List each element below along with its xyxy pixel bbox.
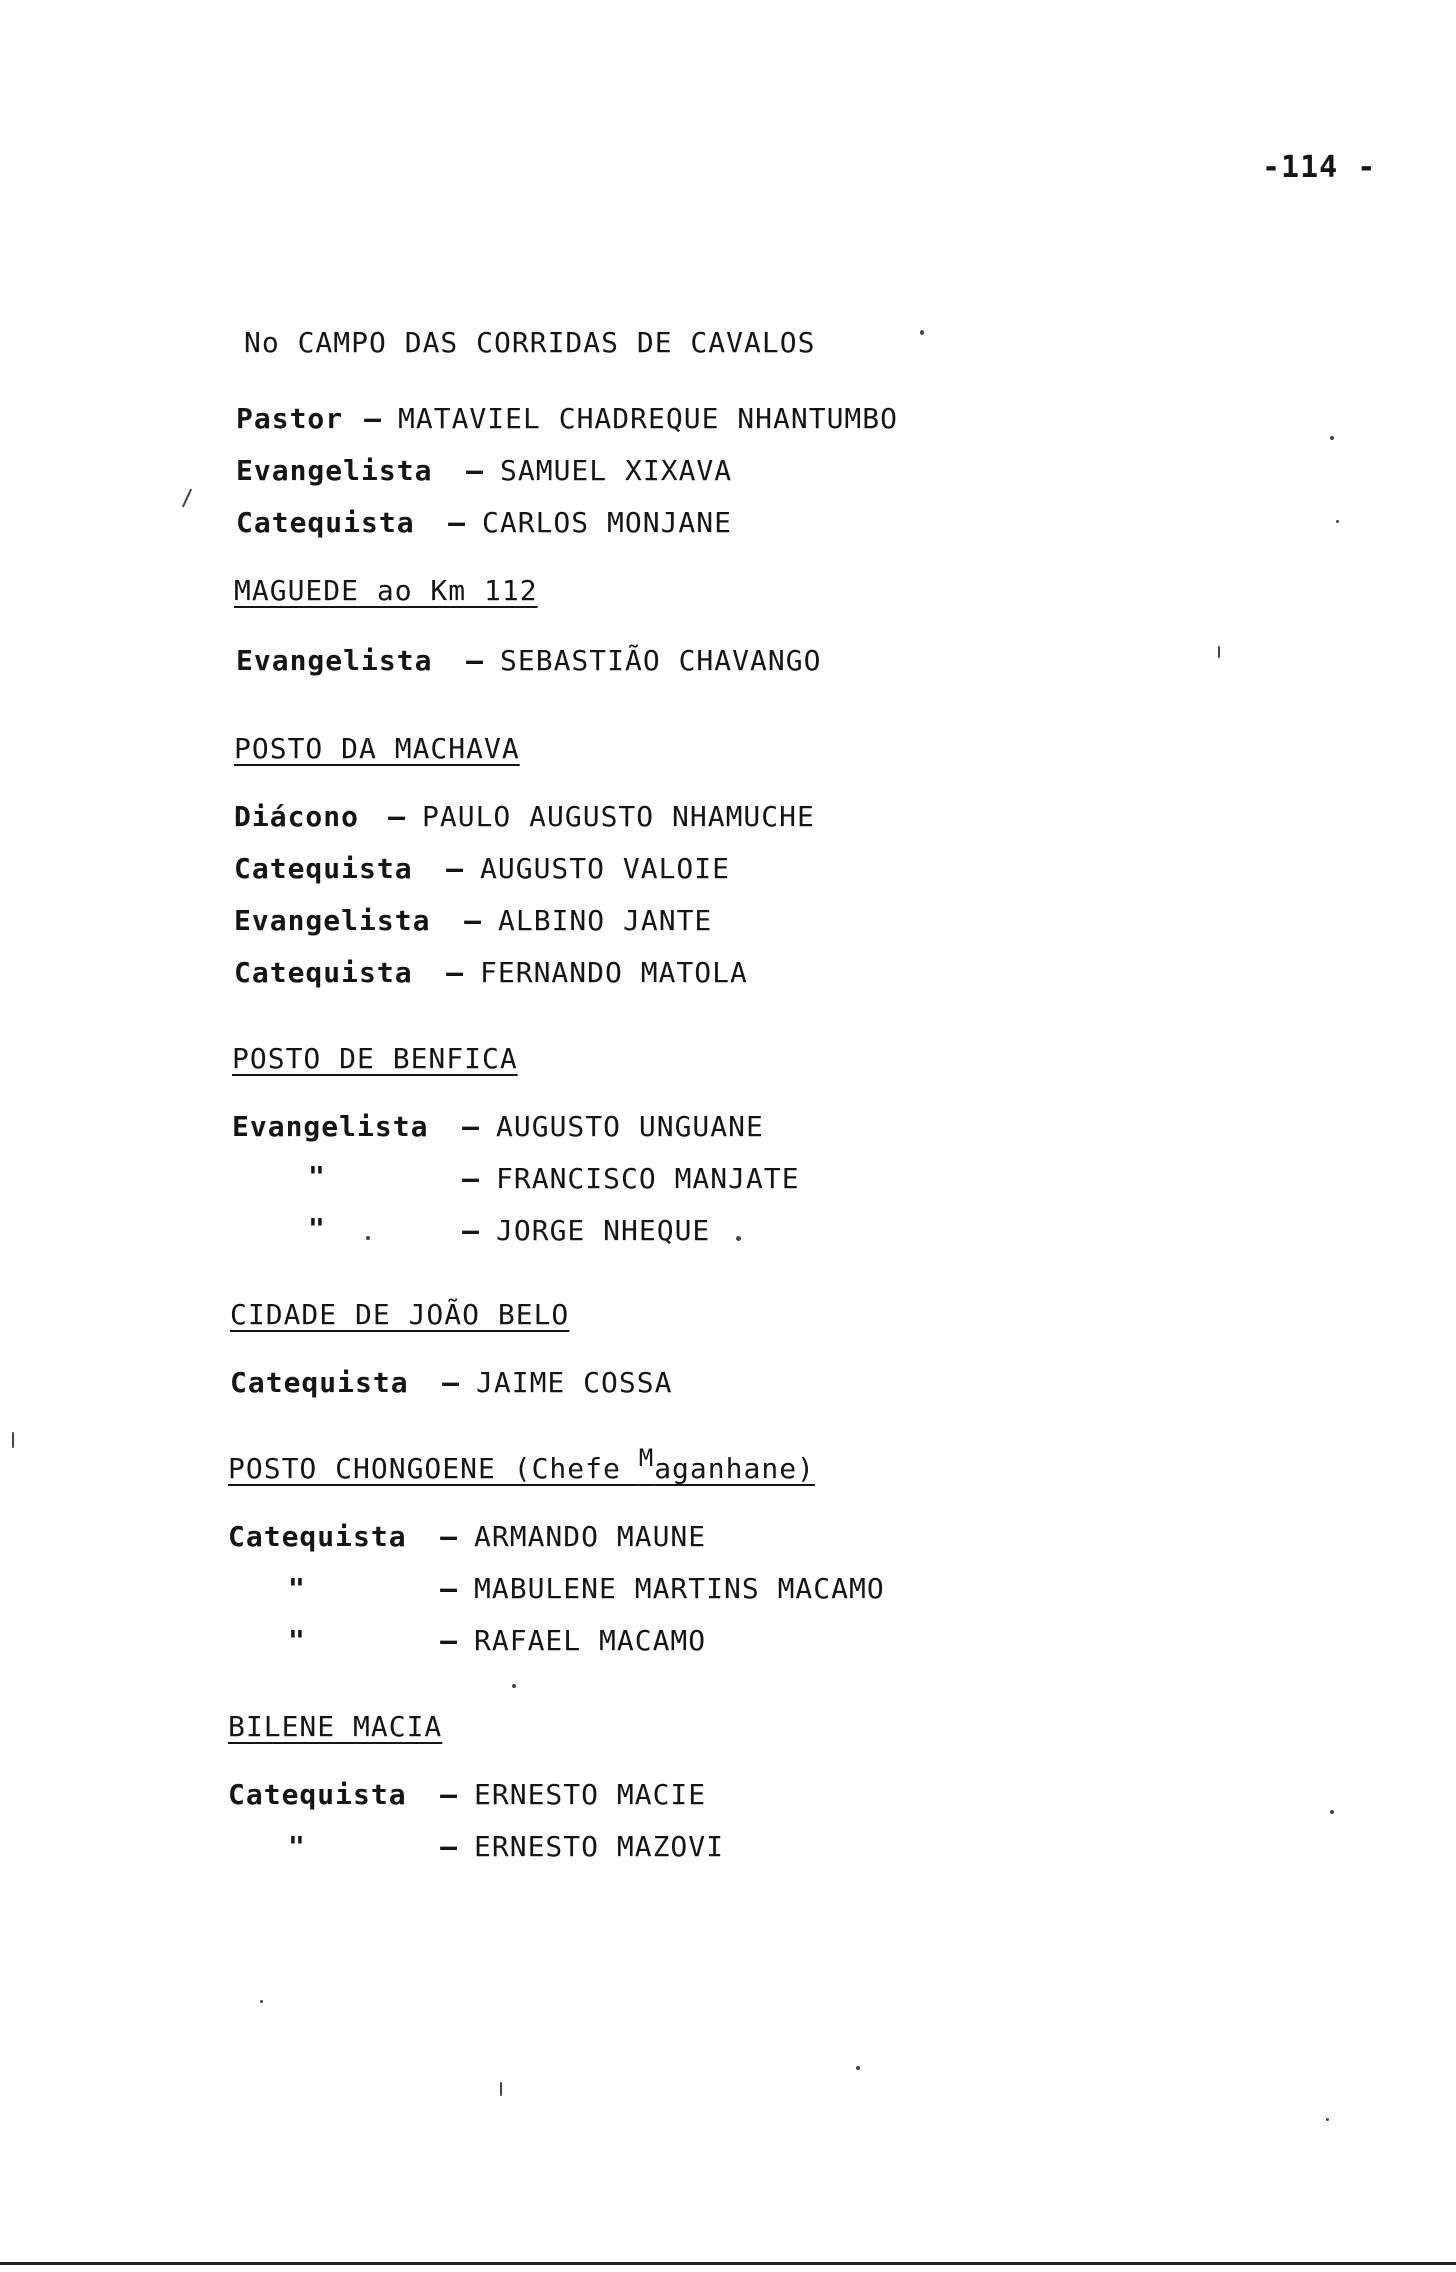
entry-name: SEBASTIÃO CHAVANGO [500,644,822,677]
dash: – [448,506,466,539]
dash: – [440,1572,458,1605]
section-heading-campo-corridas: No CAMPO DAS CORRIDAS DE CAVALOS [244,326,816,359]
entry-name: SAMUEL XIXAVA [500,454,733,487]
entry-role: Catequista [228,1520,407,1553]
entry-row [446,1214,710,1247]
entry-name: JAIME COSSA [476,1366,673,1399]
dash: – [466,454,484,487]
entry-name: ERNESTO MAZOVI [474,1830,725,1863]
heading-text: POSTO CHONGOENE (Chefe [228,1452,639,1485]
section-heading-benfica: POSTO DE BENFICA [232,1042,518,1075]
scan-speck [920,330,924,335]
dash: – [388,800,406,833]
dash: – [364,402,382,435]
section-heading-bilene: BILENE MACIA [228,1710,443,1743]
entry-role: Diácono [234,800,360,833]
entry-role: Pastor [236,402,344,435]
scan-speck [1330,436,1334,440]
entry-name: FRANCISCO MANJATE [496,1162,800,1195]
entry-row [234,800,815,833]
entry-role: Catequista [230,1366,409,1399]
entry-row [236,506,732,539]
dash: – [442,1366,460,1399]
entry-role: Catequista [236,506,415,539]
scan-speck [512,1684,516,1688]
scan-speck [260,2000,263,2003]
scan-speck [12,1432,14,1448]
section-heading-maguede: MAGUEDE ao Km 112 [234,574,538,607]
entry-row [230,1366,672,1399]
scan-speck [1326,2118,1329,2121]
entry-name: ERNESTO MACIE [474,1778,707,1811]
entry-name: FERNANDO MATOLA [480,956,748,989]
section-heading-chongoene [228,1444,815,1485]
entry-role: Evangelista [236,644,433,677]
scan-speck [736,1236,741,1241]
entry-name: MABULENE MARTINS MACAMO [474,1572,885,1605]
entry-row [234,904,712,937]
entry-row [236,644,821,677]
dash: – [462,1162,480,1195]
ditto-mark: " [308,1212,325,1245]
entry-row [228,1520,706,1553]
entry-name: PAULO AUGUSTO NHAMUCHE [422,800,815,833]
entry-name: AUGUSTO UNGUANE [496,1110,764,1143]
scan-speck [500,2082,502,2096]
ditto-mark: " [288,1624,305,1657]
ditto-mark: " [288,1830,305,1863]
dash: – [462,1214,480,1247]
scan-speck [1336,520,1339,523]
dash: – [440,1778,458,1811]
scan-speck [1330,1810,1334,1814]
heading-text-rest: aganhane) [654,1452,815,1485]
scan-speck [182,489,192,508]
entry-role: Evangelista [232,1110,429,1143]
entry-name: CARLOS MONJANE [482,506,733,539]
entry-role: Evangelista [236,454,433,487]
entry-row [228,1778,706,1811]
entry-name: AUGUSTO VALOIE [480,852,731,885]
scan-speck [366,1236,370,1240]
entry-role: Evangelista [234,904,431,937]
dash: – [440,1830,458,1863]
dash: – [446,956,464,989]
dash: – [464,904,482,937]
scan-speck [1218,646,1220,658]
entry-name: MATAVIEL CHADREQUE NHANTUMBO [398,402,899,435]
dash: – [446,852,464,885]
entry-name: JORGE NHEQUE [496,1214,711,1247]
dash: – [462,1110,480,1143]
entry-row [236,402,898,435]
entry-row [234,852,730,885]
page-number: -114 - [1262,150,1377,185]
dash: – [440,1520,458,1553]
scan-speck [856,2066,860,2070]
entry-name: RAFAEL MACAMO [474,1624,707,1657]
entry-role: Catequista [234,956,413,989]
entry-name: ALBINO JANTE [498,904,713,937]
entry-row [234,956,748,989]
dash: – [440,1624,458,1657]
section-heading-machava: POSTO DA MACHAVA [234,732,520,765]
heading-superscript: M [638,1444,655,1472]
page-bottom-edge [0,2262,1456,2265]
entry-role: Catequista [228,1778,407,1811]
entry-name: ARMANDO MAUNE [474,1520,707,1553]
entry-row [424,1830,724,1863]
ditto-mark: " [308,1160,325,1193]
entry-row [236,454,732,487]
ditto-mark: " [288,1572,305,1605]
entry-role: Catequista [234,852,413,885]
entry-row [232,1110,764,1143]
dash: – [466,644,484,677]
entry-row [424,1572,885,1605]
section-heading-joao-belo: CIDADE DE JOÃO BELO [230,1298,570,1331]
entry-row [446,1162,800,1195]
entry-row [424,1624,706,1657]
